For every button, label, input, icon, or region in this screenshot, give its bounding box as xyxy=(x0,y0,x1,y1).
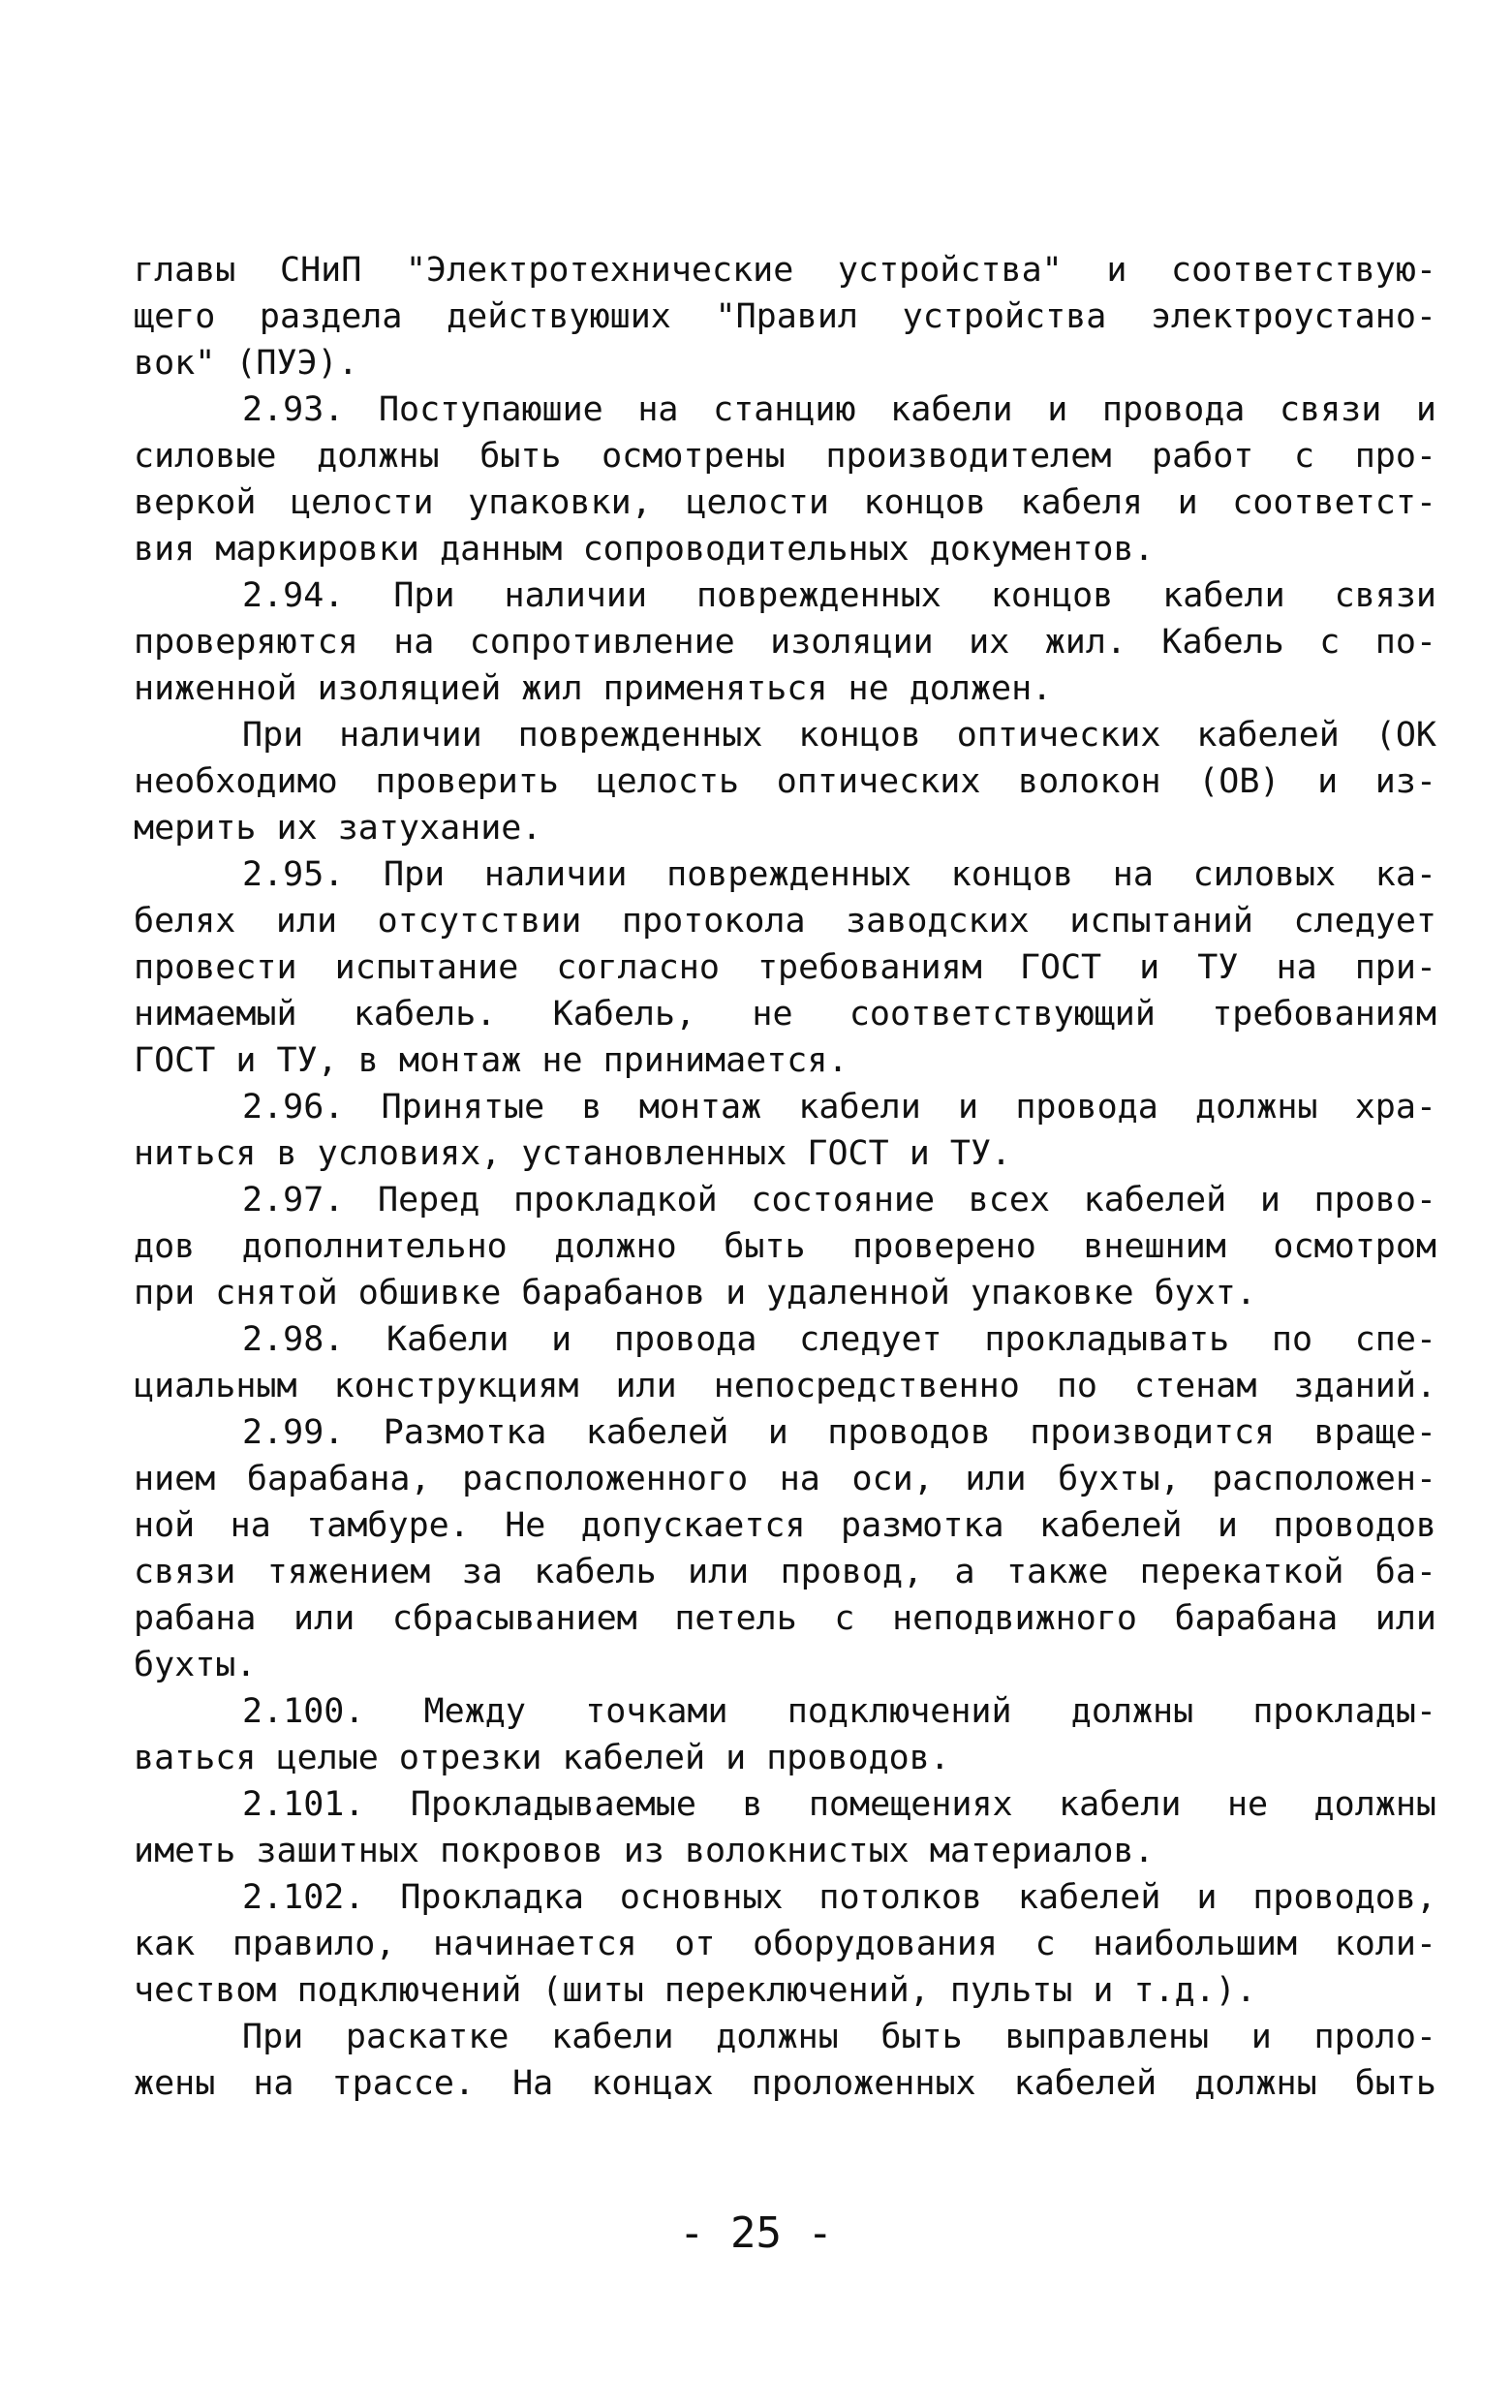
text-line: главы СНиП "Электротехнические устройства" и соответствую- xyxy=(134,251,1436,290)
text-line: связи тяжением за кабель или провод, а также перекаткой ба- xyxy=(134,1553,1436,1591)
text-line: ниться в условиях, установленных ГОСТ и ТУ. xyxy=(134,1134,1012,1173)
text-line: веркой целости упаковки, целости концов кабеля и соответст- xyxy=(134,483,1436,522)
text-line: вок" (ПУЭ). xyxy=(134,344,358,383)
text-line: 2.99. Размотка кабелей и проводов производится враще- xyxy=(242,1413,1436,1452)
text-line: щего раздела действуюших "Правил устройства электроустано- xyxy=(134,297,1436,336)
text-line: ГОСТ и ТУ, в монтаж не принимается. xyxy=(134,1041,849,1080)
text-line: чеством подключений (шиты переключений, пульты и т.д.). xyxy=(134,1971,1256,2010)
text-line: При наличии поврежденных концов оптических кабелей (ОК xyxy=(242,716,1436,755)
text-line: 2.101. Прокладываемые в помещениях кабели не должны xyxy=(242,1785,1436,1824)
text-line: дов дополнительно должно быть проверено внешним осмотром xyxy=(134,1227,1436,1266)
text-line: иметь зашитных покровов из волокнистых материалов. xyxy=(134,1832,1155,1870)
text-line: 2.98. Кабели и провода следует прокладывать по спе- xyxy=(242,1320,1436,1359)
document-body xyxy=(134,247,1436,2107)
page-number: - 25 - xyxy=(679,2208,833,2258)
text-line: 2.97. Перед прокладкой состояние всех кабелей и прово- xyxy=(242,1181,1436,1219)
text-line: 2.96. Принятые в монтаж кабели и провода должны хра- xyxy=(242,1088,1436,1127)
text-line: вия маркировки данным сопроводительных документов. xyxy=(134,530,1155,569)
text-line: нимаемый кабель. Кабель, не соответствующий требованиям xyxy=(134,995,1436,1034)
text-line: при снятой обшивке барабанов и удаленной упаковке бухт. xyxy=(134,1274,1256,1312)
text-line: нием барабана, расположенного на оси, или бухты, расположен- xyxy=(134,1460,1436,1498)
text-line: ной на тамбуре. Не допускается размотка кабелей и проводов xyxy=(134,1506,1436,1545)
text-line: 2.102. Прокладка основных потолков кабелей и проводов, xyxy=(242,1878,1436,1917)
text-line: рабана или сбрасыванием петель с неподвижного барабана или xyxy=(134,1599,1436,1638)
text-line: 2.94. При наличии поврежденных концов кабели связи xyxy=(242,576,1436,615)
text-line: ваться целые отрезки кабелей и проводов. xyxy=(134,1739,950,1777)
text-line: 2.93. Поступаюшие на станцию кабели и провода связи и xyxy=(242,390,1436,429)
text-line: белях или отсутствии протокола заводских испытаний следует xyxy=(134,902,1436,941)
text-line: 2.100. Между точками подключений должны проклады- xyxy=(242,1692,1436,1731)
text-line: силовые должны быть осмотрены производителем работ с про- xyxy=(134,437,1436,476)
text-line: циальным конструкциям или непосредственно по стенам зданий. xyxy=(134,1367,1436,1405)
text-line: бухты. xyxy=(134,1646,257,1684)
text-line: жены на трассе. На концах проложенных кабелей должны быть xyxy=(134,2064,1436,2103)
text-line: как правило, начинается от оборудования с наибольшим коли- xyxy=(134,1925,1436,1963)
text-line: мерить их затухание. xyxy=(134,809,542,848)
text-line: 2.95. При наличии поврежденных концов на силовых ка- xyxy=(242,855,1436,894)
text-line: При раскатке кабели должны быть выправлены и проло- xyxy=(242,2018,1436,2056)
text-line: провести испытание согласно требованиям ГОСТ и ТУ на при- xyxy=(134,948,1436,987)
text-line: ниженной изоляцией жил применяться не должен. xyxy=(134,669,1053,708)
text-line: проверяются на сопротивление изоляции их жил. Кабель с по- xyxy=(134,623,1436,662)
text-line: необходимо проверить целость оптических волокон (ОВ) и из- xyxy=(134,762,1436,801)
